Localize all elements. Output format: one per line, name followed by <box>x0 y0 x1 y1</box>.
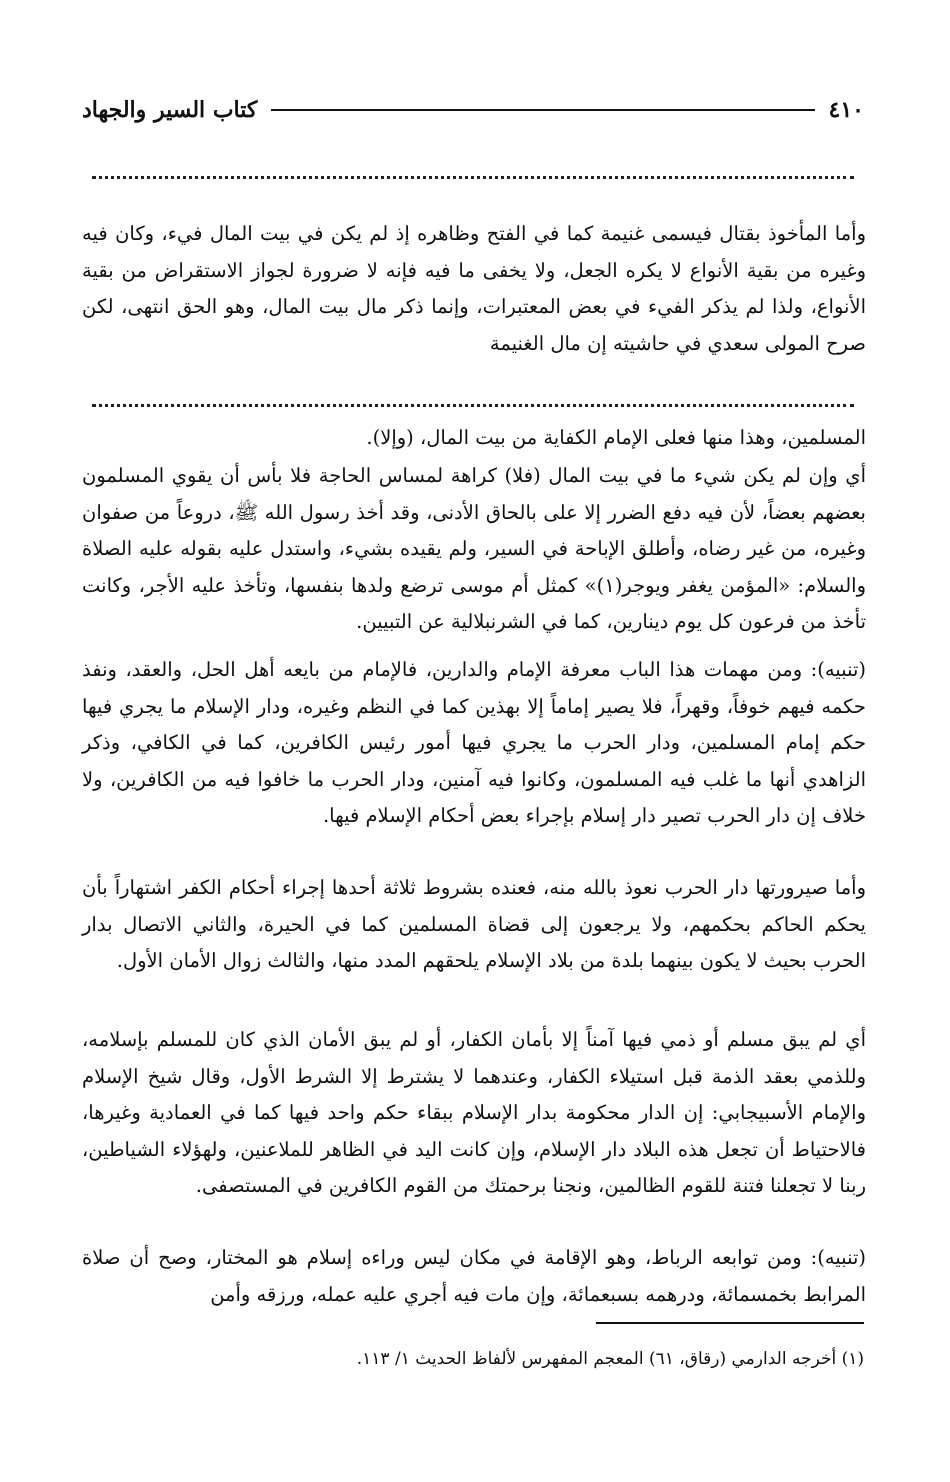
paragraph-1 <box>82 216 866 362</box>
paragraph-text: أي وإن لم يكن شيء ما في بيت المال (فلا) كراهة لمساس الحاجة فلا بأس أن يقوي المسلمون بعضهم بعضاً، لأن فيه دفع الضرر إلا على بالحاق الأدنى، وقد أخذ رسول الله ﷺ، دروعاً من صفوان وغيره، من غير رضاه، وأطلق الإباحة في السير، ولم يقيده بشيء، واستدل عليه بقوله عليه الصلاة والسلام: «المؤمن يغفر ويوجر(١)» كمثل أم موسى ترضع ولدها بنفسها، وتأخذ عليه الأجر، وكانت تأخذ من فرعون كل يوم دينارين، كما في الشرنبلالية عن التبيين. <box>82 464 867 633</box>
paragraph-6 <box>82 1022 866 1205</box>
dotted-separator-middle <box>92 404 854 413</box>
paragraph-text: (تنبيه): ومن مهمات هذا الباب معرفة الإمام والدارين، فالإمام من بايعه أهل الحل، والعقد، ونفذ حكمه فيهم خوفاً، وقهراً، فلا يصير إماماً إلا بهذين كما في النظم وغيره، ودار الإسلام ما يجري فيها حكم إمام المسلمين، ودار الحرب ما يجري فيها أمور رئيس الكافرين، كما في الكافي، وذكر الزاهدي أنها ما غلب فيه المسلمون، وكانوا فيه آمنين، ودار الحرب ما خافوا فيه من الكافرين، ولا خلاف إن دار الحرب تصير دار إسلام بإجراء بعض أحكام الإسلام فيها. <box>82 658 866 827</box>
running-title: كتاب السير والجهاد <box>82 97 258 123</box>
footnote: (١) أخرجه الدارمي (رقاق، ٦١) المعجم المفهرس لألفاظ الحديث ١/ ١١٣. <box>356 1349 864 1369</box>
paragraph-3 <box>82 458 866 641</box>
page-number: ٤١٠ <box>828 97 864 123</box>
paragraph-7-tanbih <box>82 1240 866 1313</box>
paragraph-text: المسلمين، وهذا منها فعلى الإمام الكفاية من بيت المال، (وإلا). <box>366 426 866 449</box>
paragraph-2 <box>82 420 866 457</box>
paragraph-text: وأما المأخوذ بقتال فيسمى غنيمة كما في الفتح وظاهره إذ لم يكن في بيت المال فيء، وكان فيه وغيره من بقية الأنواع لا يكره الجعل، ولا يخفى ما فيه فإنه لا ضرورة لجواز الاستقراض من بقية الأنواع، ولذا لم يذكر الفيء في بعض المعتبرات، وإنما ذكر مال بيت المال، وهو الحق انتهى، لكن صرح المولى سعدي في حاشيته إن مال الغنيمة <box>82 222 866 355</box>
paragraph-text: (تنبيه): ومن توابعه الرباط، وهو الإقامة في مكان ليس وراءه إسلام هو المختار، وصح أن صلاة المرابط بخمسمائة، ودرهمه بسبعمائة، وإن مات فيه أجري عليه عمله، ورزقه وأمن <box>82 1246 866 1306</box>
paragraph-text: أي لم يبق مسلم أو ذمي فيها آمناً إلا بأمان الكفار، أو لم يبق الأمان الذي كان للمسلم بإسلامه، وللذمي بعقد الذمة قبل استيلاء الكفار، وعندهما لا يشترط إلا الشرط الأول، وقال شيخ الإسلام والإمام الأسبيجابي: إن الدار محكومة بدار الإسلام ببقاء حكم واحد فيها كما في العمادية وغيرها، فالاحتياط أن تجعل هذه البلاد دار الإسلام، وإن كانت اليد في الظاهر للملاعنين، ولهؤلاء الشياطين، ربنا لا تجعلنا فتنة للقوم الظالمين، ونجنا برحمتك من القوم الكافرين في المستصفى. <box>82 1028 866 1197</box>
dotted-separator-top <box>92 176 854 185</box>
paragraph-5 <box>82 870 866 980</box>
page-header <box>82 92 864 128</box>
header-rule <box>271 109 814 111</box>
footnote-rule <box>596 1322 864 1324</box>
paragraph-4-tanbih <box>82 652 866 835</box>
paragraph-text: وأما صيرورتها دار الحرب نعوذ بالله منه، فعنده بشروط ثلاثة أحدها إجراء أحكام الكفر اشتهاراً بأن يحكم الحاكم بحكمهم، ولا يرجعون إلى قضاة المسلمين كما في الحيرة، والثاني الاتصال بدار الحرب بحيث لا يكون بينهما بلدة من بلاد الإسلام يلحقهم المدد منها، والثالث زوال الأمان الأول. <box>82 876 866 972</box>
